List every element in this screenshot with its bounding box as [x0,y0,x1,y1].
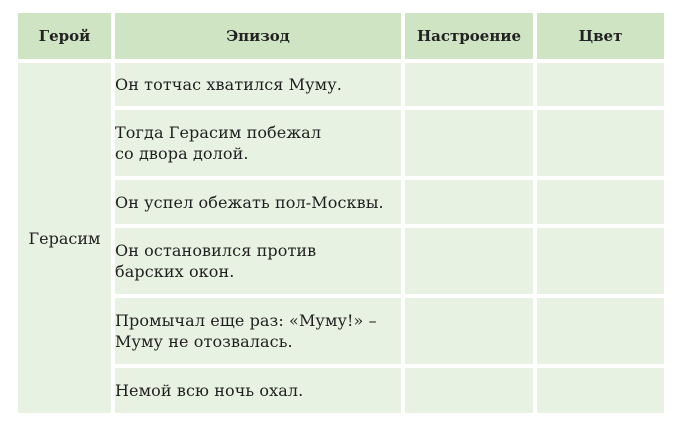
mood-cell[interactable] [403,366,535,415]
episode-cell [113,108,403,178]
color-cell[interactable] [535,226,666,296]
hero-cell: Герасим [16,61,113,415]
mood-cell[interactable] [403,108,535,178]
episode-cell [113,61,403,108]
episode-cell [113,226,403,296]
mood-cell[interactable] [403,61,535,108]
header-row [16,11,666,61]
episode-line: барских окон. [115,262,235,281]
header-hero: Герой [16,11,113,61]
header-color: Цвет [535,11,666,61]
table-row [16,61,666,108]
mood-cell[interactable] [403,226,535,296]
episode-cell [113,178,403,226]
episode-cell [113,296,403,366]
table-row [16,178,666,226]
mood-cell[interactable] [403,296,535,366]
table-row [16,366,666,415]
header-episode: Эпизод [113,11,403,61]
color-cell[interactable] [535,366,666,415]
color-cell[interactable] [535,61,666,108]
table-row [16,296,666,366]
episode-table [14,9,668,417]
mood-cell[interactable] [403,178,535,226]
episode-cell [113,366,403,415]
episode-line: со двора долой. [115,144,249,163]
color-cell[interactable] [535,108,666,178]
color-cell[interactable] [535,296,666,366]
episode-line: Он остановился против [115,241,317,260]
table-row [16,226,666,296]
episode-line: Тогда Герасим побежал [115,123,322,142]
header-mood: Настроение [403,11,535,61]
episode-line: Немой всю ночь охал. [115,381,304,400]
episode-line: Он успел обежать пол-Москвы. [115,192,384,212]
episode-line: Муму не отозвалась. [115,332,293,351]
episode-line: Он тотчас хватился Муму. [115,75,342,94]
table-row [16,108,666,178]
color-cell[interactable] [535,178,666,226]
episode-line: Промычал еще раз: «Муму!» – [115,311,377,330]
